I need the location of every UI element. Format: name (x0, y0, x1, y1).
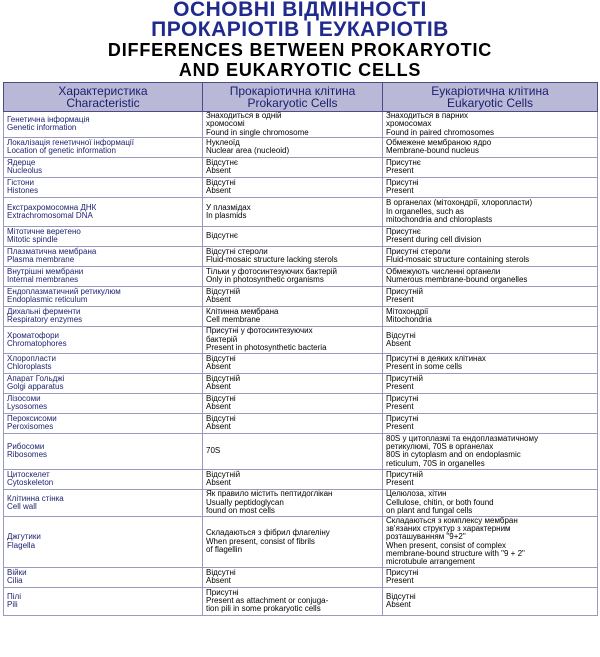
table-row (4, 246, 598, 266)
comparison-table (3, 82, 598, 616)
cell-prokaryotic: Відсутнє Absent (203, 157, 383, 177)
cell-characteristic: Клітинна стінка Cell wall (4, 489, 203, 516)
cell-eukaryotic: Обмежене мембраною ядро Membrane-bound nucleus (383, 137, 598, 157)
cell-eukaryotic: Присутні Present (383, 177, 598, 197)
cell-characteristic: Ендоплазматичний ретикулюм Endoplasmic reticulum (4, 286, 203, 306)
cell-prokaryotic: Присутні Present as attachment or conjuga- tion pili in some prokaryotic cells (203, 587, 383, 615)
cell-eukaryotic: Присутні стероли Fluid-mosaic structure containing sterols (383, 246, 598, 266)
cell-prokaryotic: Знаходиться в одній хромосомі Found in single chromosome (203, 112, 383, 138)
title-block (0, 0, 600, 80)
table-row (4, 286, 598, 306)
cell-eukaryotic: Відсутні Absent (383, 587, 598, 615)
cell-characteristic: Локалізація генетичної інформації Location of genetic information (4, 137, 203, 157)
header-eukaryotic (383, 83, 598, 112)
cell-prokaryotic: Відсутні Absent (203, 177, 383, 197)
header-prokaryotic-ua: Прокаріотична клітина (229, 84, 356, 98)
cell-prokaryotic: 70S (203, 433, 383, 469)
cell-eukaryotic: Відсутні Absent (383, 326, 598, 353)
table-row (4, 393, 598, 413)
cell-eukaryotic: Присутні Present (383, 567, 598, 587)
table-row (4, 197, 598, 226)
cell-prokaryotic: Тільки у фотосинтезуючих бактерій Only in photosynthetic organisms (203, 266, 383, 286)
cell-characteristic: Пероксисоми Peroxisomes (4, 413, 203, 433)
table-row (4, 177, 598, 197)
cell-characteristic: Цитоскелет Cytoskeleton (4, 469, 203, 489)
cell-characteristic: Рибосоми Ribosomes (4, 433, 203, 469)
cell-characteristic: Ядерце Nucleolus (4, 157, 203, 177)
cell-characteristic: Плазматична мембрана Plasma membrane (4, 246, 203, 266)
cell-prokaryotic: Відсутній Absent (203, 373, 383, 393)
title-en-line2: AND EUKARYOTIC CELLS (178, 60, 422, 80)
table-row (4, 433, 598, 469)
cell-prokaryotic: Присутні у фотосинтезуючих бактерій Present in photosynthetic bacteria (203, 326, 383, 353)
table-row (4, 226, 598, 246)
table-row (4, 413, 598, 433)
cell-characteristic: Гістони Histones (4, 177, 203, 197)
cell-prokaryotic: Як правило містить пептидоглікан Usually peptidoglycan found on most cells (203, 489, 383, 516)
cell-eukaryotic: 80S у цитоплазмі та ендоплазматичному ретикулюмі, 70S в органелах 80S in cytoplasm and on endoplasmic reticulum, 70S in organelles (383, 433, 598, 469)
cell-eukaryotic: Присутні в деяких клітинах Present in some cells (383, 353, 598, 373)
cell-eukaryotic: Присутні Present (383, 393, 598, 413)
cell-prokaryotic: Відсутній Absent (203, 469, 383, 489)
header-prokaryotic-en: Prokaryotic Cells (247, 96, 338, 110)
cell-characteristic: Апарат Гольджі Golgi apparatus (4, 373, 203, 393)
cell-prokaryotic: Нуклеоїд Nuclear area (nucleoid) (203, 137, 383, 157)
header-characteristic-ua: Характеристика (58, 84, 148, 98)
cell-eukaryotic: Целюлоза, хітин Cellulose, chitin, or both found on plant and fungal cells (383, 489, 598, 516)
table-row (4, 137, 598, 157)
table-row (4, 306, 598, 326)
table-row (4, 587, 598, 615)
header-eukaryotic-en: Eukaryotic Cells (446, 96, 534, 110)
title-ua-line1: ОСНОВНІ ВІДМІННОСТІ (173, 0, 427, 21)
cell-prokaryotic: У плазмідах In plasmids (203, 197, 383, 226)
cell-eukaryotic: Присутній Present (383, 373, 598, 393)
cell-characteristic: Екстрахромосомна ДНК Extrachromosomal DNA (4, 197, 203, 226)
title-en-line1: DIFFERENCES BETWEEN PROKARYOTIC (107, 40, 493, 60)
cell-eukaryotic: В органелах (мітохондрії, хлоропласти) In organelles, such as mitochondria and chloroplasts (383, 197, 598, 226)
cell-prokaryotic: Складаються з фібрил флагеліну When present, consist of fibrils of flagellin (203, 516, 383, 567)
title-ua-line2: ПРОКАРІОТІВ І ЕУКАРІОТІВ (151, 18, 449, 41)
table-header-row (4, 83, 598, 112)
cell-eukaryotic: Присутні Present (383, 413, 598, 433)
cell-prokaryotic: Відсутнє (203, 226, 383, 246)
table-row (4, 157, 598, 177)
table-row (4, 567, 598, 587)
table-row (4, 326, 598, 353)
table-row (4, 489, 598, 516)
cell-characteristic: Пілі Pili (4, 587, 203, 615)
cell-characteristic: Джгутики Flagella (4, 516, 203, 567)
cell-prokaryotic: Відсутній Absent (203, 286, 383, 306)
cell-characteristic: Хроматофори Chromatophores (4, 326, 203, 353)
table-body (4, 112, 598, 616)
table-row (4, 469, 598, 489)
header-prokaryotic (203, 83, 383, 112)
table-row (4, 353, 598, 373)
table-row (4, 373, 598, 393)
cell-prokaryotic: Клітинна мембрана Cell membrane (203, 306, 383, 326)
cell-eukaryotic: Складаються з комплексу мембран зв'язаних структур з характерним розташуванням "9+2" When present, consist of complex membrane-bound structure with "9 + 2" microtubule arrangement (383, 516, 598, 567)
cell-eukaryotic: Мітохондрії Mitochondria (383, 306, 598, 326)
cell-eukaryotic: Присутній Present (383, 286, 598, 306)
cell-eukaryotic: Присутнє Present (383, 157, 598, 177)
cell-characteristic: Мітотичне веретено Mitotic spindle (4, 226, 203, 246)
cell-eukaryotic: Знаходиться в парних хромосомах Found in paired chromosomes (383, 112, 598, 138)
cell-characteristic: Генетична інформація Genetic information (4, 112, 203, 138)
cell-characteristic: Хлоропласти Chloroplasts (4, 353, 203, 373)
cell-prokaryotic: Відсутні Absent (203, 353, 383, 373)
cell-characteristic: Дихальні ферменти Respiratory enzymes (4, 306, 203, 326)
header-eukaryotic-ua: Еукаріотична клітина (431, 84, 549, 98)
header-characteristic (4, 83, 203, 112)
cell-prokaryotic: Відсутні стероли Fluid-mosaic structure lacking sterols (203, 246, 383, 266)
table-row (4, 516, 598, 567)
cell-characteristic: Лізосоми Lysosomes (4, 393, 203, 413)
cell-prokaryotic: Відсутні Absent (203, 567, 383, 587)
table-row (4, 112, 598, 138)
cell-eukaryotic: Присутній Present (383, 469, 598, 489)
cell-eukaryotic: Присутнє Present during cell division (383, 226, 598, 246)
cell-prokaryotic: Відсутні Absent (203, 393, 383, 413)
cell-prokaryotic: Відсутні Absent (203, 413, 383, 433)
cell-characteristic: Війки Cilia (4, 567, 203, 587)
header-characteristic-en: Characteristic (66, 96, 140, 110)
table-row (4, 266, 598, 286)
cell-characteristic: Внутрішні мембрани Internal membranes (4, 266, 203, 286)
cell-eukaryotic: Обмежують численні органели Numerous membrane-bound organelles (383, 266, 598, 286)
